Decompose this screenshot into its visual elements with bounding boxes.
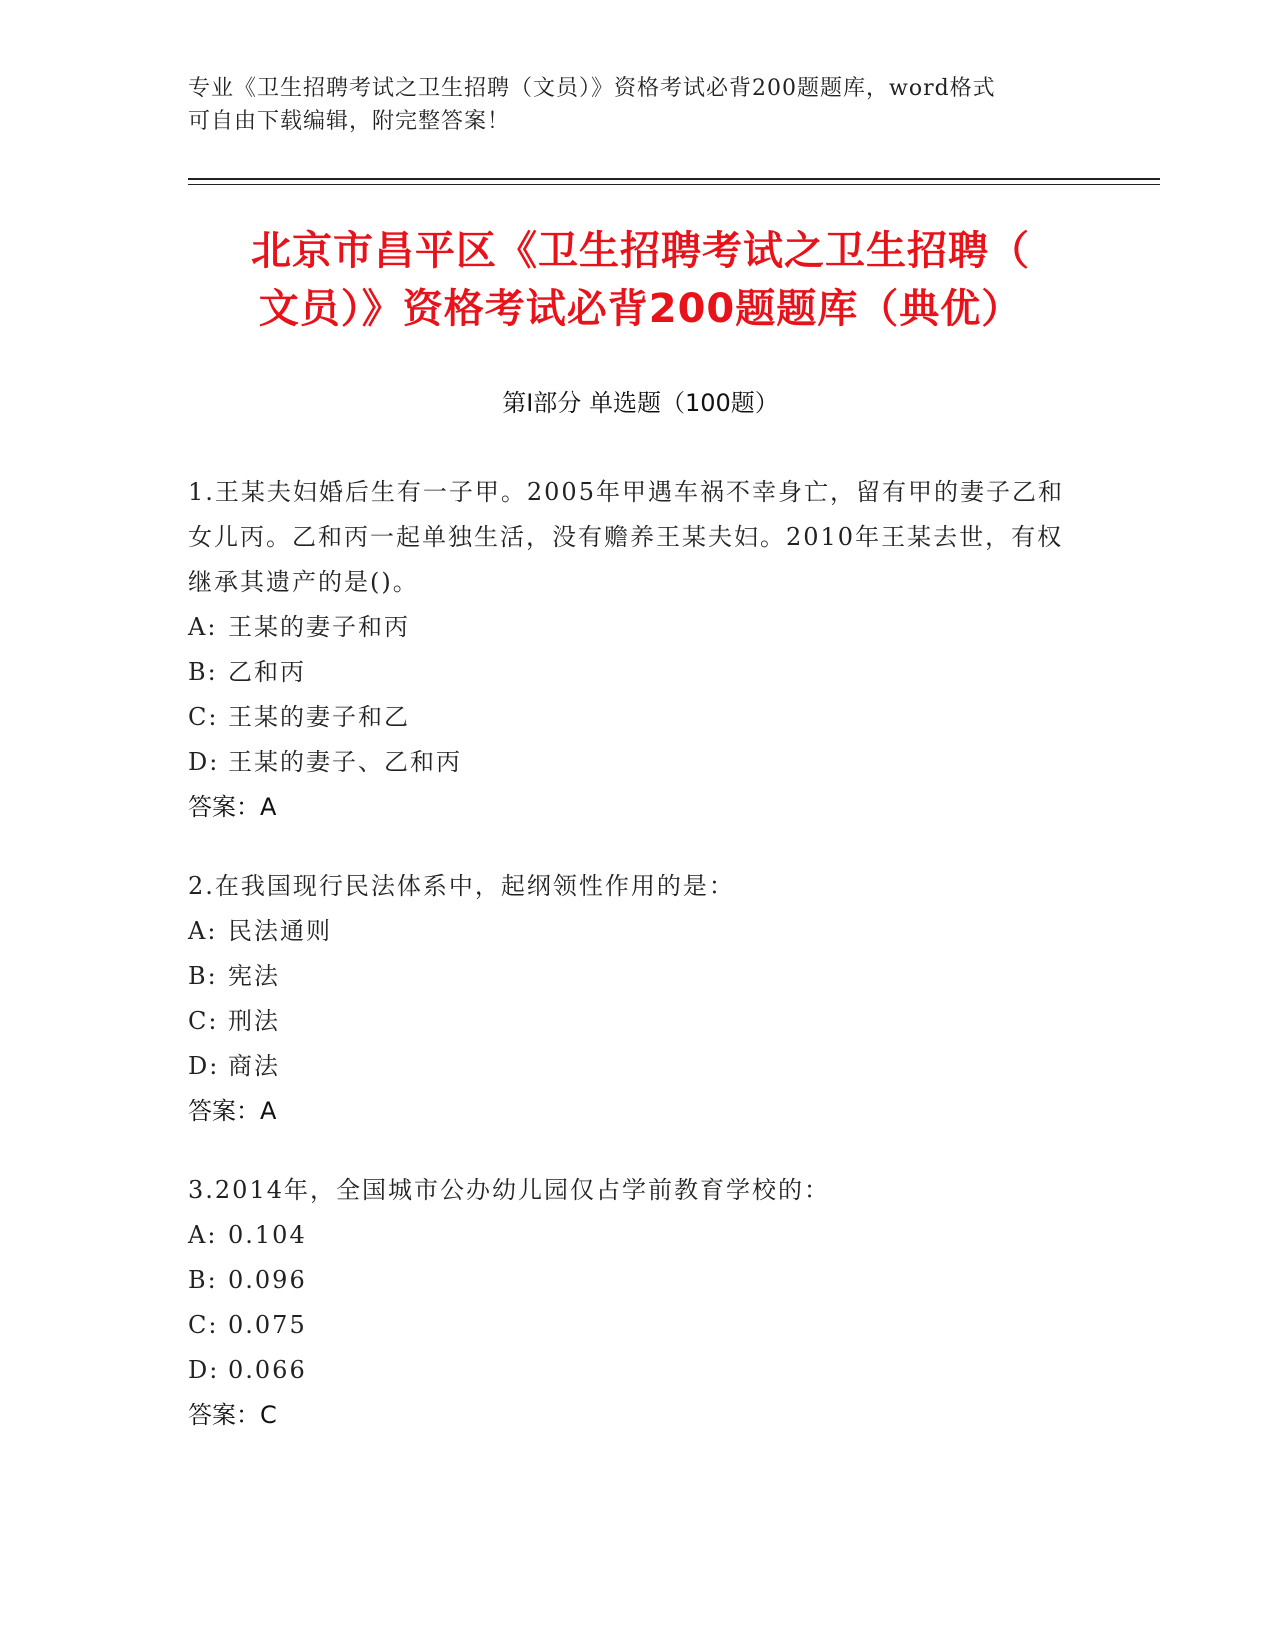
document-title-line-2: 文员）》资格考试必背200题题库（典优） [258,286,1023,332]
option-letter: A: [188,917,218,945]
option-a [188,909,1068,954]
question-item [188,470,1068,830]
option-d [188,1044,1068,1089]
option-text: 0.066 [228,1356,307,1384]
question-stem: 3.2014年，全国城市公办幼儿园仅占学前教育学校的： [188,1176,830,1204]
question-item [188,1168,1068,1438]
option-letter: A: [188,1221,218,1249]
option-text: 民法通则 [228,917,332,945]
option-text: 0.096 [228,1266,307,1294]
answer-line: 答案：A [188,793,277,821]
option-text: 刑法 [228,1007,280,1035]
option-d [188,740,1068,785]
option-text: 宪法 [228,962,280,990]
answer-line: 答案：A [188,1097,277,1125]
option-b [188,1258,1068,1303]
header-note [188,72,1068,138]
option-a [188,605,1068,650]
question-item [188,864,1068,1134]
option-c [188,999,1068,1044]
option-b [188,650,1068,695]
answer-line: 答案：C [188,1401,277,1429]
option-text: 0.075 [228,1311,307,1339]
header-divider-thin [188,184,1160,185]
option-text: 商法 [228,1052,280,1080]
option-letter: A: [188,613,218,641]
option-a [188,1213,1068,1258]
option-letter: D: [188,1356,220,1384]
option-letter: B: [188,658,218,686]
option-c [188,1303,1068,1348]
option-text: 王某的妻子和丙 [228,613,410,641]
question-stem: 2.在我国现行民法体系中，起纲领性作用的是： [188,872,735,900]
section-heading: 第Ⅰ部分 单选题（100题） [502,389,779,417]
option-text: 0.104 [228,1221,307,1249]
option-b [188,954,1068,999]
option-text: 王某的妻子和乙 [228,703,410,731]
question-list [188,470,1068,1472]
option-letter: D: [188,748,220,776]
option-text: 乙和丙 [228,658,306,686]
document-title-line-1: 北京市昌平区《卫生招聘考试之卫生招聘（ [251,228,1030,274]
option-letter: B: [188,962,218,990]
option-letter: C: [188,703,219,731]
option-letter: B: [188,1266,218,1294]
option-text: 王某的妻子、乙和丙 [228,748,462,776]
header-note-line-2: 可自由下载编辑，附完整答案！ [188,109,511,134]
option-c [188,695,1068,740]
header-divider-thick [188,178,1160,180]
document-title [188,222,1093,338]
option-d [188,1348,1068,1393]
header-note-line-1: 专业《卫生招聘考试之卫生招聘（文员）》资格考试必背200题题库，word格式 [188,76,996,101]
option-letter: C: [188,1311,219,1339]
option-letter: C: [188,1007,219,1035]
question-stem: 1.王某夫妇婚后生有一子甲。2005年甲遇车祸不幸身亡，留有甲的妻子乙和女儿丙。乙和丙一起单独生活，没有赡养王某夫妇。2010年王某去世，有权继承其遗产的是()。 [188,478,1064,596]
option-letter: D: [188,1052,220,1080]
